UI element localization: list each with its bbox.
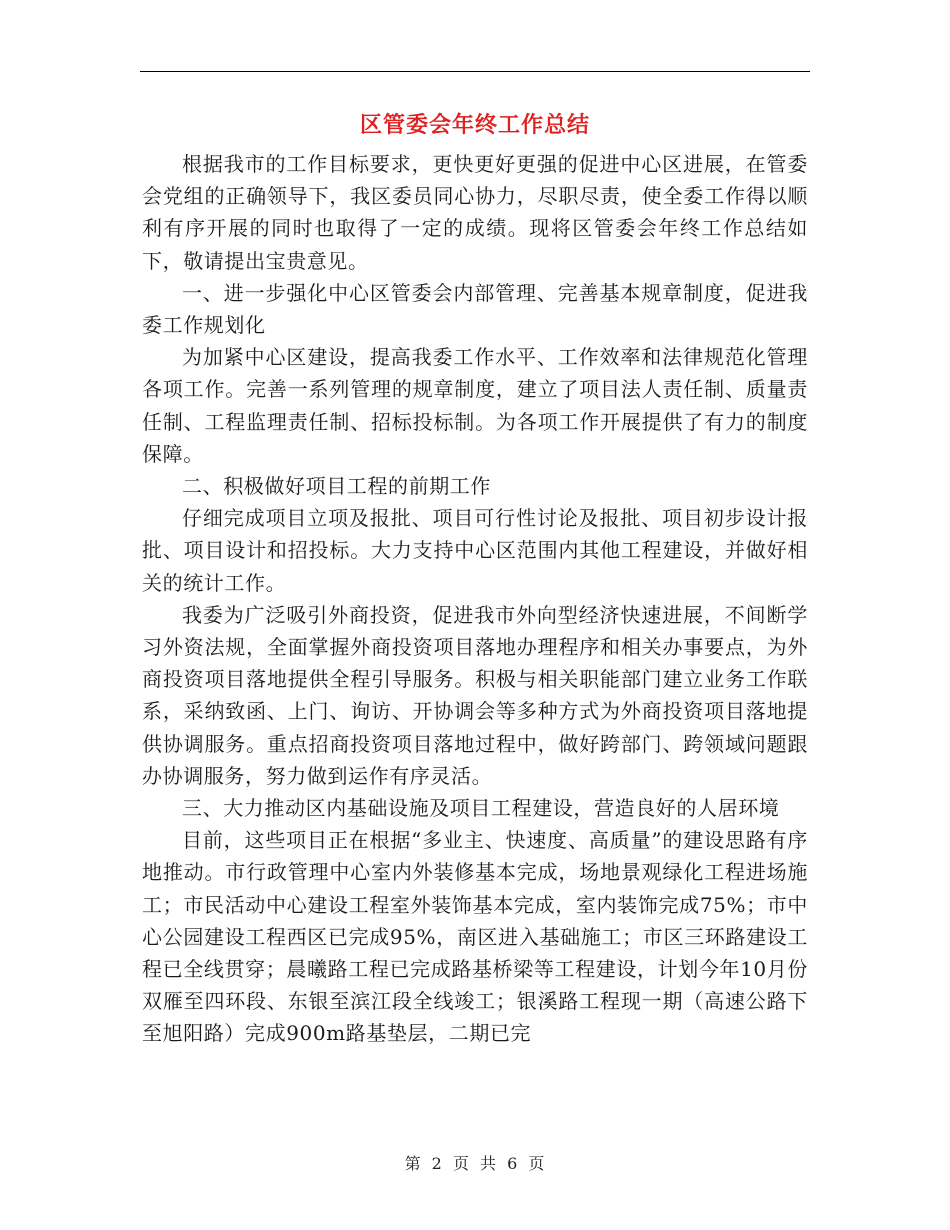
- document-body: [142, 148, 808, 1050]
- paragraph-section-2a: 仔细完成项目立项及报批、项目可行性讨论及报批、项目初步设计报批、项目设计和招投标。大力支持中心区范围内其他工程建设，并做好相关的统计工作。: [142, 506, 808, 595]
- section-heading-2: 二、积极做好项目工程的前期工作: [182, 474, 491, 499]
- document-title: 区管委会年终工作总结: [359, 112, 590, 138]
- paragraph-section-3: 目前，这些项目正在根据“多业主、快速度、高质量”的建设思路有序地推动。市行政管理中心室内外装修基本完成，场地景观绿化工程进场施工；市民活动中心建设工程室外装饰基本完成，室内装饰完成75%；市中心公园建设工程西区已完成95%，南区进入基础施工；市区三环路建设工程已全线贯穿；晨曦路工程已完成路基桥梁等工程建设，计划今年10月份双雁至四环段、东银至滨江段全线竣工；银溪路工程现一期（高速公路下至旭阳路）完成900m路基垫层，二期已完: [142, 828, 808, 1046]
- paragraph-intro: 根据我市的工作目标要求，更快更好更强的促进中心区进展，在管委会党组的正确领导下，我区委员同心协力，尽职尽责，使全委工作得以顺利有序开展的同时也取得了一定的成绩。现将区管委会年终工作总结如下，敬请提出宝贵意见。: [142, 152, 808, 273]
- paragraph-section-2b: 我委为广泛吸引外商投资，促进我市外向型经济快速进展，不间断学习外资法规，全面掌握外商投资项目落地办理程序和相关办事要点，为外商投资项目落地提供全程引导服务。积极与相关职能部门建立业务工作联系，采纳致函、上门、询访、开协调会等多种方式为外商投资项目落地提供协调服务。重点招商投资项目落地过程中，做好跨部门、跨领域问题跟办协调服务，努力做到运作有序灵活。: [142, 602, 808, 788]
- header-rule: [140, 71, 810, 72]
- paragraph-section-1: 为加紧中心区建设，提高我委工作水平、工作效率和法律规范化管理各项工作。完善一系列管理的规章制度，建立了项目法人责任制、质量责任制、工程监理责任制、招标投标制。为各项工作开展提供了有力的制度保障。: [142, 345, 808, 466]
- section-heading-1: 一、进一步强化中心区管委会内部管理、完善基本规章制度，促进我委工作规划化: [142, 280, 808, 338]
- section-heading-3: 三、大力推动区内基础设施及项目工程建设，营造良好的人居环境: [182, 796, 780, 821]
- page-number: 第 2 页 共 6 页: [404, 1154, 546, 1173]
